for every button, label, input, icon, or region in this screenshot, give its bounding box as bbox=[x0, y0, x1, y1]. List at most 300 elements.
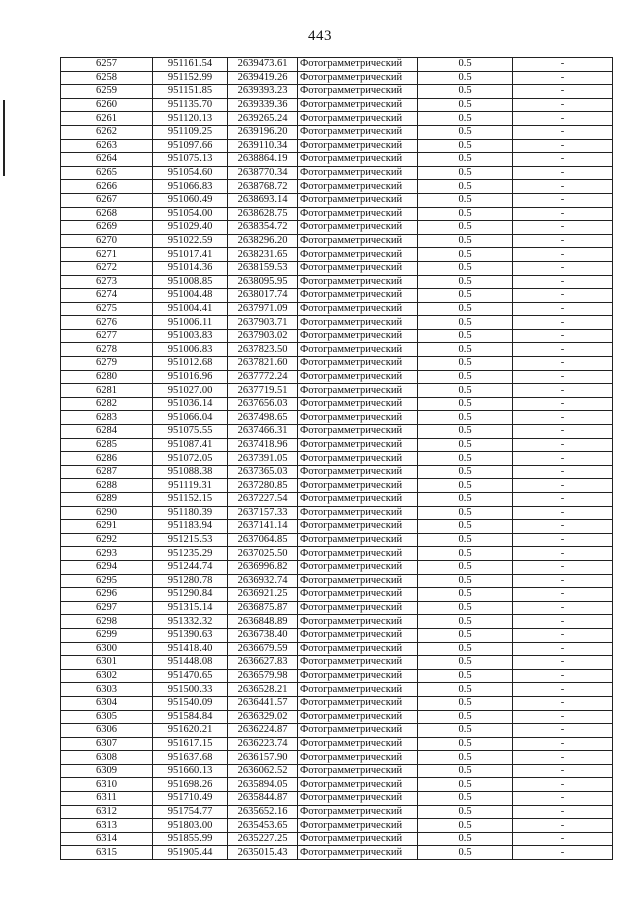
x-coordinate-cell: 951754.77 bbox=[153, 805, 228, 819]
y-coordinate-cell: 2635453.65 bbox=[228, 819, 298, 833]
accuracy-cell: 0.5 bbox=[418, 465, 513, 479]
accuracy-cell: 0.5 bbox=[418, 846, 513, 860]
method-cell: Фотограмметрический bbox=[298, 289, 418, 303]
y-coordinate-cell: 2635652.16 bbox=[228, 805, 298, 819]
accuracy-cell: 0.5 bbox=[418, 588, 513, 602]
table-row bbox=[61, 669, 613, 683]
point-number-cell: 6298 bbox=[61, 615, 153, 629]
point-number-cell: 6303 bbox=[61, 683, 153, 697]
point-number-cell: 6273 bbox=[61, 275, 153, 289]
accuracy-cell: 0.5 bbox=[418, 805, 513, 819]
x-coordinate-cell: 951036.14 bbox=[153, 397, 228, 411]
x-coordinate-cell: 951290.84 bbox=[153, 588, 228, 602]
method-cell: Фотограмметрический bbox=[298, 397, 418, 411]
method-cell: Фотограмметрический bbox=[298, 112, 418, 126]
method-cell: Фотограмметрический bbox=[298, 479, 418, 493]
table-row bbox=[61, 275, 613, 289]
accuracy-cell: 0.5 bbox=[418, 547, 513, 561]
table-row bbox=[61, 98, 613, 112]
point-number-cell: 6306 bbox=[61, 724, 153, 738]
method-cell: Фотограмметрический bbox=[298, 316, 418, 330]
method-cell: Фотограмметрический bbox=[298, 493, 418, 507]
table-row bbox=[61, 710, 613, 724]
method-cell: Фотограмметрический bbox=[298, 547, 418, 561]
y-coordinate-cell: 2636579.98 bbox=[228, 669, 298, 683]
note-cell: - bbox=[513, 819, 613, 833]
point-number-cell: 6310 bbox=[61, 778, 153, 792]
x-coordinate-cell: 951152.99 bbox=[153, 71, 228, 85]
method-cell: Фотограмметрический bbox=[298, 221, 418, 235]
accuracy-cell: 0.5 bbox=[418, 493, 513, 507]
method-cell: Фотограмметрический bbox=[298, 601, 418, 615]
x-coordinate-cell: 951390.63 bbox=[153, 628, 228, 642]
point-number-cell: 6276 bbox=[61, 316, 153, 330]
table-row bbox=[61, 438, 613, 452]
point-number-cell: 6301 bbox=[61, 656, 153, 670]
note-cell: - bbox=[513, 846, 613, 860]
note-cell: - bbox=[513, 384, 613, 398]
table-row bbox=[61, 520, 613, 534]
accuracy-cell: 0.5 bbox=[418, 329, 513, 343]
method-cell: Фотограмметрический bbox=[298, 234, 418, 248]
method-cell: Фотограмметрический bbox=[298, 180, 418, 194]
method-cell: Фотограмметрический bbox=[298, 832, 418, 846]
point-number-cell: 6259 bbox=[61, 85, 153, 99]
accuracy-cell: 0.5 bbox=[418, 221, 513, 235]
table-row bbox=[61, 737, 613, 751]
x-coordinate-cell: 951540.09 bbox=[153, 696, 228, 710]
accuracy-cell: 0.5 bbox=[418, 724, 513, 738]
accuracy-cell: 0.5 bbox=[418, 506, 513, 520]
accuracy-cell: 0.5 bbox=[418, 275, 513, 289]
y-coordinate-cell: 2638354.72 bbox=[228, 221, 298, 235]
table-row bbox=[61, 656, 613, 670]
method-cell: Фотограмметрический bbox=[298, 751, 418, 765]
y-coordinate-cell: 2637064.85 bbox=[228, 533, 298, 547]
table-row bbox=[61, 289, 613, 303]
note-cell: - bbox=[513, 438, 613, 452]
page-number: 443 bbox=[308, 28, 332, 44]
method-cell: Фотограмметрический bbox=[298, 207, 418, 221]
accuracy-cell: 0.5 bbox=[418, 819, 513, 833]
point-number-cell: 6278 bbox=[61, 343, 153, 357]
point-number-cell: 6314 bbox=[61, 832, 153, 846]
note-cell: - bbox=[513, 588, 613, 602]
y-coordinate-cell: 2636062.52 bbox=[228, 764, 298, 778]
y-coordinate-cell: 2637772.24 bbox=[228, 370, 298, 384]
method-cell: Фотограмметрический bbox=[298, 737, 418, 751]
accuracy-cell: 0.5 bbox=[418, 574, 513, 588]
y-coordinate-cell: 2637821.60 bbox=[228, 357, 298, 371]
y-coordinate-cell: 2639110.34 bbox=[228, 139, 298, 153]
x-coordinate-cell: 951855.99 bbox=[153, 832, 228, 846]
y-coordinate-cell: 2638628.75 bbox=[228, 207, 298, 221]
note-cell: - bbox=[513, 493, 613, 507]
y-coordinate-cell: 2638768.72 bbox=[228, 180, 298, 194]
accuracy-cell: 0.5 bbox=[418, 71, 513, 85]
x-coordinate-cell: 951584.84 bbox=[153, 710, 228, 724]
accuracy-cell: 0.5 bbox=[418, 289, 513, 303]
table-row bbox=[61, 316, 613, 330]
y-coordinate-cell: 2637227.54 bbox=[228, 493, 298, 507]
accuracy-cell: 0.5 bbox=[418, 832, 513, 846]
y-coordinate-cell: 2639265.24 bbox=[228, 112, 298, 126]
note-cell: - bbox=[513, 139, 613, 153]
table-row bbox=[61, 588, 613, 602]
accuracy-cell: 0.5 bbox=[418, 125, 513, 139]
y-coordinate-cell: 2637365.03 bbox=[228, 465, 298, 479]
table-row bbox=[61, 125, 613, 139]
table-row bbox=[61, 112, 613, 126]
note-cell: - bbox=[513, 343, 613, 357]
x-coordinate-cell: 951215.53 bbox=[153, 533, 228, 547]
method-cell: Фотограмметрический bbox=[298, 710, 418, 724]
table-row bbox=[61, 411, 613, 425]
method-cell: Фотограмметрический bbox=[298, 819, 418, 833]
x-coordinate-cell: 951003.83 bbox=[153, 329, 228, 343]
point-number-cell: 6287 bbox=[61, 465, 153, 479]
point-number-cell: 6295 bbox=[61, 574, 153, 588]
accuracy-cell: 0.5 bbox=[418, 261, 513, 275]
method-cell: Фотограмметрический bbox=[298, 438, 418, 452]
point-number-cell: 6283 bbox=[61, 411, 153, 425]
x-coordinate-cell: 951097.66 bbox=[153, 139, 228, 153]
accuracy-cell: 0.5 bbox=[418, 166, 513, 180]
y-coordinate-cell: 2637418.96 bbox=[228, 438, 298, 452]
x-coordinate-cell: 951244.74 bbox=[153, 560, 228, 574]
note-cell: - bbox=[513, 85, 613, 99]
point-number-cell: 6299 bbox=[61, 628, 153, 642]
accuracy-cell: 0.5 bbox=[418, 520, 513, 534]
x-coordinate-cell: 951027.00 bbox=[153, 384, 228, 398]
y-coordinate-cell: 2637903.02 bbox=[228, 329, 298, 343]
point-number-cell: 6307 bbox=[61, 737, 153, 751]
accuracy-cell: 0.5 bbox=[418, 248, 513, 262]
x-coordinate-cell: 951315.14 bbox=[153, 601, 228, 615]
note-cell: - bbox=[513, 125, 613, 139]
table-row bbox=[61, 343, 613, 357]
accuracy-cell: 0.5 bbox=[418, 560, 513, 574]
accuracy-cell: 0.5 bbox=[418, 778, 513, 792]
x-coordinate-cell: 951151.85 bbox=[153, 85, 228, 99]
table-row bbox=[61, 302, 613, 316]
y-coordinate-cell: 2637391.05 bbox=[228, 452, 298, 466]
accuracy-cell: 0.5 bbox=[418, 683, 513, 697]
x-coordinate-cell: 951008.85 bbox=[153, 275, 228, 289]
y-coordinate-cell: 2635844.87 bbox=[228, 792, 298, 806]
y-coordinate-cell: 2636875.87 bbox=[228, 601, 298, 615]
point-number-cell: 6279 bbox=[61, 357, 153, 371]
note-cell: - bbox=[513, 547, 613, 561]
accuracy-cell: 0.5 bbox=[418, 58, 513, 72]
x-coordinate-cell: 951022.59 bbox=[153, 234, 228, 248]
method-cell: Фотограмметрический bbox=[298, 248, 418, 262]
table-row bbox=[61, 357, 613, 371]
method-cell: Фотограмметрический bbox=[298, 261, 418, 275]
x-coordinate-cell: 951120.13 bbox=[153, 112, 228, 126]
note-cell: - bbox=[513, 207, 613, 221]
y-coordinate-cell: 2638770.34 bbox=[228, 166, 298, 180]
note-cell: - bbox=[513, 166, 613, 180]
note-cell: - bbox=[513, 316, 613, 330]
y-coordinate-cell: 2636627.83 bbox=[228, 656, 298, 670]
table-row bbox=[61, 465, 613, 479]
table-row bbox=[61, 397, 613, 411]
x-coordinate-cell: 951152.15 bbox=[153, 493, 228, 507]
table-row bbox=[61, 493, 613, 507]
table-row bbox=[61, 58, 613, 72]
point-number-cell: 6290 bbox=[61, 506, 153, 520]
accuracy-cell: 0.5 bbox=[418, 438, 513, 452]
table-row bbox=[61, 642, 613, 656]
x-coordinate-cell: 951470.65 bbox=[153, 669, 228, 683]
table-row bbox=[61, 180, 613, 194]
y-coordinate-cell: 2638693.14 bbox=[228, 193, 298, 207]
point-number-cell: 6302 bbox=[61, 669, 153, 683]
y-coordinate-cell: 2637903.71 bbox=[228, 316, 298, 330]
y-coordinate-cell: 2636848.89 bbox=[228, 615, 298, 629]
method-cell: Фотограмметрический bbox=[298, 343, 418, 357]
accuracy-cell: 0.5 bbox=[418, 656, 513, 670]
point-number-cell: 6292 bbox=[61, 533, 153, 547]
table-row bbox=[61, 615, 613, 629]
table-row bbox=[61, 166, 613, 180]
x-coordinate-cell: 951161.54 bbox=[153, 58, 228, 72]
point-number-cell: 6272 bbox=[61, 261, 153, 275]
table-row bbox=[61, 696, 613, 710]
point-number-cell: 6286 bbox=[61, 452, 153, 466]
note-cell: - bbox=[513, 357, 613, 371]
method-cell: Фотограмметрический bbox=[298, 166, 418, 180]
note-cell: - bbox=[513, 452, 613, 466]
x-coordinate-cell: 951418.40 bbox=[153, 642, 228, 656]
table-row bbox=[61, 683, 613, 697]
point-number-cell: 6264 bbox=[61, 153, 153, 167]
accuracy-cell: 0.5 bbox=[418, 207, 513, 221]
x-coordinate-cell: 951006.11 bbox=[153, 316, 228, 330]
table-row bbox=[61, 601, 613, 615]
x-coordinate-cell: 951017.41 bbox=[153, 248, 228, 262]
note-cell: - bbox=[513, 832, 613, 846]
point-number-cell: 6296 bbox=[61, 588, 153, 602]
method-cell: Фотограмметрический bbox=[298, 792, 418, 806]
accuracy-cell: 0.5 bbox=[418, 533, 513, 547]
y-coordinate-cell: 2636738.40 bbox=[228, 628, 298, 642]
point-number-cell: 6268 bbox=[61, 207, 153, 221]
note-cell: - bbox=[513, 533, 613, 547]
method-cell: Фотограмметрический bbox=[298, 125, 418, 139]
x-coordinate-cell: 951075.13 bbox=[153, 153, 228, 167]
note-cell: - bbox=[513, 506, 613, 520]
note-cell: - bbox=[513, 656, 613, 670]
y-coordinate-cell: 2636996.82 bbox=[228, 560, 298, 574]
note-cell: - bbox=[513, 737, 613, 751]
method-cell: Фотограмметрический bbox=[298, 98, 418, 112]
note-cell: - bbox=[513, 180, 613, 194]
y-coordinate-cell: 2639196.20 bbox=[228, 125, 298, 139]
accuracy-cell: 0.5 bbox=[418, 234, 513, 248]
y-coordinate-cell: 2636932.74 bbox=[228, 574, 298, 588]
table-row bbox=[61, 533, 613, 547]
method-cell: Фотограмметрический bbox=[298, 85, 418, 99]
method-cell: Фотограмметрический bbox=[298, 58, 418, 72]
table-row bbox=[61, 221, 613, 235]
y-coordinate-cell: 2637656.03 bbox=[228, 397, 298, 411]
accuracy-cell: 0.5 bbox=[418, 479, 513, 493]
x-coordinate-cell: 951016.96 bbox=[153, 370, 228, 384]
point-number-cell: 6311 bbox=[61, 792, 153, 806]
accuracy-cell: 0.5 bbox=[418, 153, 513, 167]
x-coordinate-cell: 951072.05 bbox=[153, 452, 228, 466]
accuracy-cell: 0.5 bbox=[418, 397, 513, 411]
point-number-cell: 6305 bbox=[61, 710, 153, 724]
note-cell: - bbox=[513, 71, 613, 85]
method-cell: Фотограмметрический bbox=[298, 615, 418, 629]
table-row bbox=[61, 248, 613, 262]
y-coordinate-cell: 2638017.74 bbox=[228, 289, 298, 303]
method-cell: Фотограмметрический bbox=[298, 425, 418, 439]
table-row bbox=[61, 370, 613, 384]
point-number-cell: 6284 bbox=[61, 425, 153, 439]
point-number-cell: 6282 bbox=[61, 397, 153, 411]
method-cell: Фотограмметрический bbox=[298, 329, 418, 343]
table-row bbox=[61, 261, 613, 275]
point-number-cell: 6257 bbox=[61, 58, 153, 72]
y-coordinate-cell: 2636157.90 bbox=[228, 751, 298, 765]
x-coordinate-cell: 951087.41 bbox=[153, 438, 228, 452]
x-coordinate-cell: 951004.48 bbox=[153, 289, 228, 303]
accuracy-cell: 0.5 bbox=[418, 411, 513, 425]
accuracy-cell: 0.5 bbox=[418, 737, 513, 751]
x-coordinate-cell: 951012.68 bbox=[153, 357, 228, 371]
table-row bbox=[61, 139, 613, 153]
y-coordinate-cell: 2638095.95 bbox=[228, 275, 298, 289]
coordinates-table-body bbox=[61, 58, 613, 860]
table-row bbox=[61, 805, 613, 819]
point-number-cell: 6291 bbox=[61, 520, 153, 534]
x-coordinate-cell: 951014.36 bbox=[153, 261, 228, 275]
point-number-cell: 6269 bbox=[61, 221, 153, 235]
y-coordinate-cell: 2637025.50 bbox=[228, 547, 298, 561]
method-cell: Фотограмметрический bbox=[298, 370, 418, 384]
note-cell: - bbox=[513, 778, 613, 792]
point-number-cell: 6270 bbox=[61, 234, 153, 248]
point-number-cell: 6300 bbox=[61, 642, 153, 656]
note-cell: - bbox=[513, 370, 613, 384]
note-cell: - bbox=[513, 574, 613, 588]
note-cell: - bbox=[513, 696, 613, 710]
method-cell: Фотограмметрический bbox=[298, 452, 418, 466]
point-number-cell: 6262 bbox=[61, 125, 153, 139]
table-row bbox=[61, 234, 613, 248]
method-cell: Фотограмметрический bbox=[298, 506, 418, 520]
method-cell: Фотограмметрический bbox=[298, 533, 418, 547]
accuracy-cell: 0.5 bbox=[418, 384, 513, 398]
table-row bbox=[61, 547, 613, 561]
x-coordinate-cell: 951280.78 bbox=[153, 574, 228, 588]
y-coordinate-cell: 2637823.50 bbox=[228, 343, 298, 357]
note-cell: - bbox=[513, 289, 613, 303]
y-coordinate-cell: 2639419.26 bbox=[228, 71, 298, 85]
accuracy-cell: 0.5 bbox=[418, 669, 513, 683]
point-number-cell: 6285 bbox=[61, 438, 153, 452]
x-coordinate-cell: 951109.25 bbox=[153, 125, 228, 139]
note-cell: - bbox=[513, 669, 613, 683]
y-coordinate-cell: 2637280.85 bbox=[228, 479, 298, 493]
table-row bbox=[61, 85, 613, 99]
accuracy-cell: 0.5 bbox=[418, 425, 513, 439]
method-cell: Фотограмметрический bbox=[298, 193, 418, 207]
note-cell: - bbox=[513, 628, 613, 642]
x-coordinate-cell: 951235.29 bbox=[153, 547, 228, 561]
table-row bbox=[61, 384, 613, 398]
point-number-cell: 6275 bbox=[61, 302, 153, 316]
method-cell: Фотограмметрический bbox=[298, 520, 418, 534]
y-coordinate-cell: 2636223.74 bbox=[228, 737, 298, 751]
point-number-cell: 6289 bbox=[61, 493, 153, 507]
x-coordinate-cell: 951004.41 bbox=[153, 302, 228, 316]
y-coordinate-cell: 2636679.59 bbox=[228, 642, 298, 656]
y-coordinate-cell: 2636921.25 bbox=[228, 588, 298, 602]
point-number-cell: 6260 bbox=[61, 98, 153, 112]
y-coordinate-cell: 2636224.87 bbox=[228, 724, 298, 738]
method-cell: Фотограмметрический bbox=[298, 411, 418, 425]
y-coordinate-cell: 2639473.61 bbox=[228, 58, 298, 72]
method-cell: Фотограмметрический bbox=[298, 764, 418, 778]
note-cell: - bbox=[513, 234, 613, 248]
table-row bbox=[61, 425, 613, 439]
table-row bbox=[61, 153, 613, 167]
accuracy-cell: 0.5 bbox=[418, 452, 513, 466]
point-number-cell: 6309 bbox=[61, 764, 153, 778]
method-cell: Фотограмметрический bbox=[298, 778, 418, 792]
table-row bbox=[61, 452, 613, 466]
point-number-cell: 6274 bbox=[61, 289, 153, 303]
y-coordinate-cell: 2638864.19 bbox=[228, 153, 298, 167]
table-row bbox=[61, 560, 613, 574]
y-coordinate-cell: 2637719.51 bbox=[228, 384, 298, 398]
method-cell: Фотограмметрический bbox=[298, 683, 418, 697]
accuracy-cell: 0.5 bbox=[418, 751, 513, 765]
point-number-cell: 6280 bbox=[61, 370, 153, 384]
x-coordinate-cell: 951617.15 bbox=[153, 737, 228, 751]
note-cell: - bbox=[513, 329, 613, 343]
method-cell: Фотограмметрический bbox=[298, 846, 418, 860]
accuracy-cell: 0.5 bbox=[418, 343, 513, 357]
x-coordinate-cell: 951183.94 bbox=[153, 520, 228, 534]
x-coordinate-cell: 951054.00 bbox=[153, 207, 228, 221]
accuracy-cell: 0.5 bbox=[418, 357, 513, 371]
table-row bbox=[61, 574, 613, 588]
accuracy-cell: 0.5 bbox=[418, 764, 513, 778]
point-number-cell: 6266 bbox=[61, 180, 153, 194]
y-coordinate-cell: 2635015.43 bbox=[228, 846, 298, 860]
table-row bbox=[61, 71, 613, 85]
note-cell: - bbox=[513, 397, 613, 411]
accuracy-cell: 0.5 bbox=[418, 302, 513, 316]
table-row bbox=[61, 751, 613, 765]
accuracy-cell: 0.5 bbox=[418, 601, 513, 615]
y-coordinate-cell: 2637498.65 bbox=[228, 411, 298, 425]
x-coordinate-cell: 951803.00 bbox=[153, 819, 228, 833]
method-cell: Фотограмметрический bbox=[298, 275, 418, 289]
method-cell: Фотограмметрический bbox=[298, 384, 418, 398]
y-coordinate-cell: 2636528.21 bbox=[228, 683, 298, 697]
table-row bbox=[61, 846, 613, 860]
method-cell: Фотограмметрический bbox=[298, 724, 418, 738]
x-coordinate-cell: 951088.38 bbox=[153, 465, 228, 479]
point-number-cell: 6312 bbox=[61, 805, 153, 819]
